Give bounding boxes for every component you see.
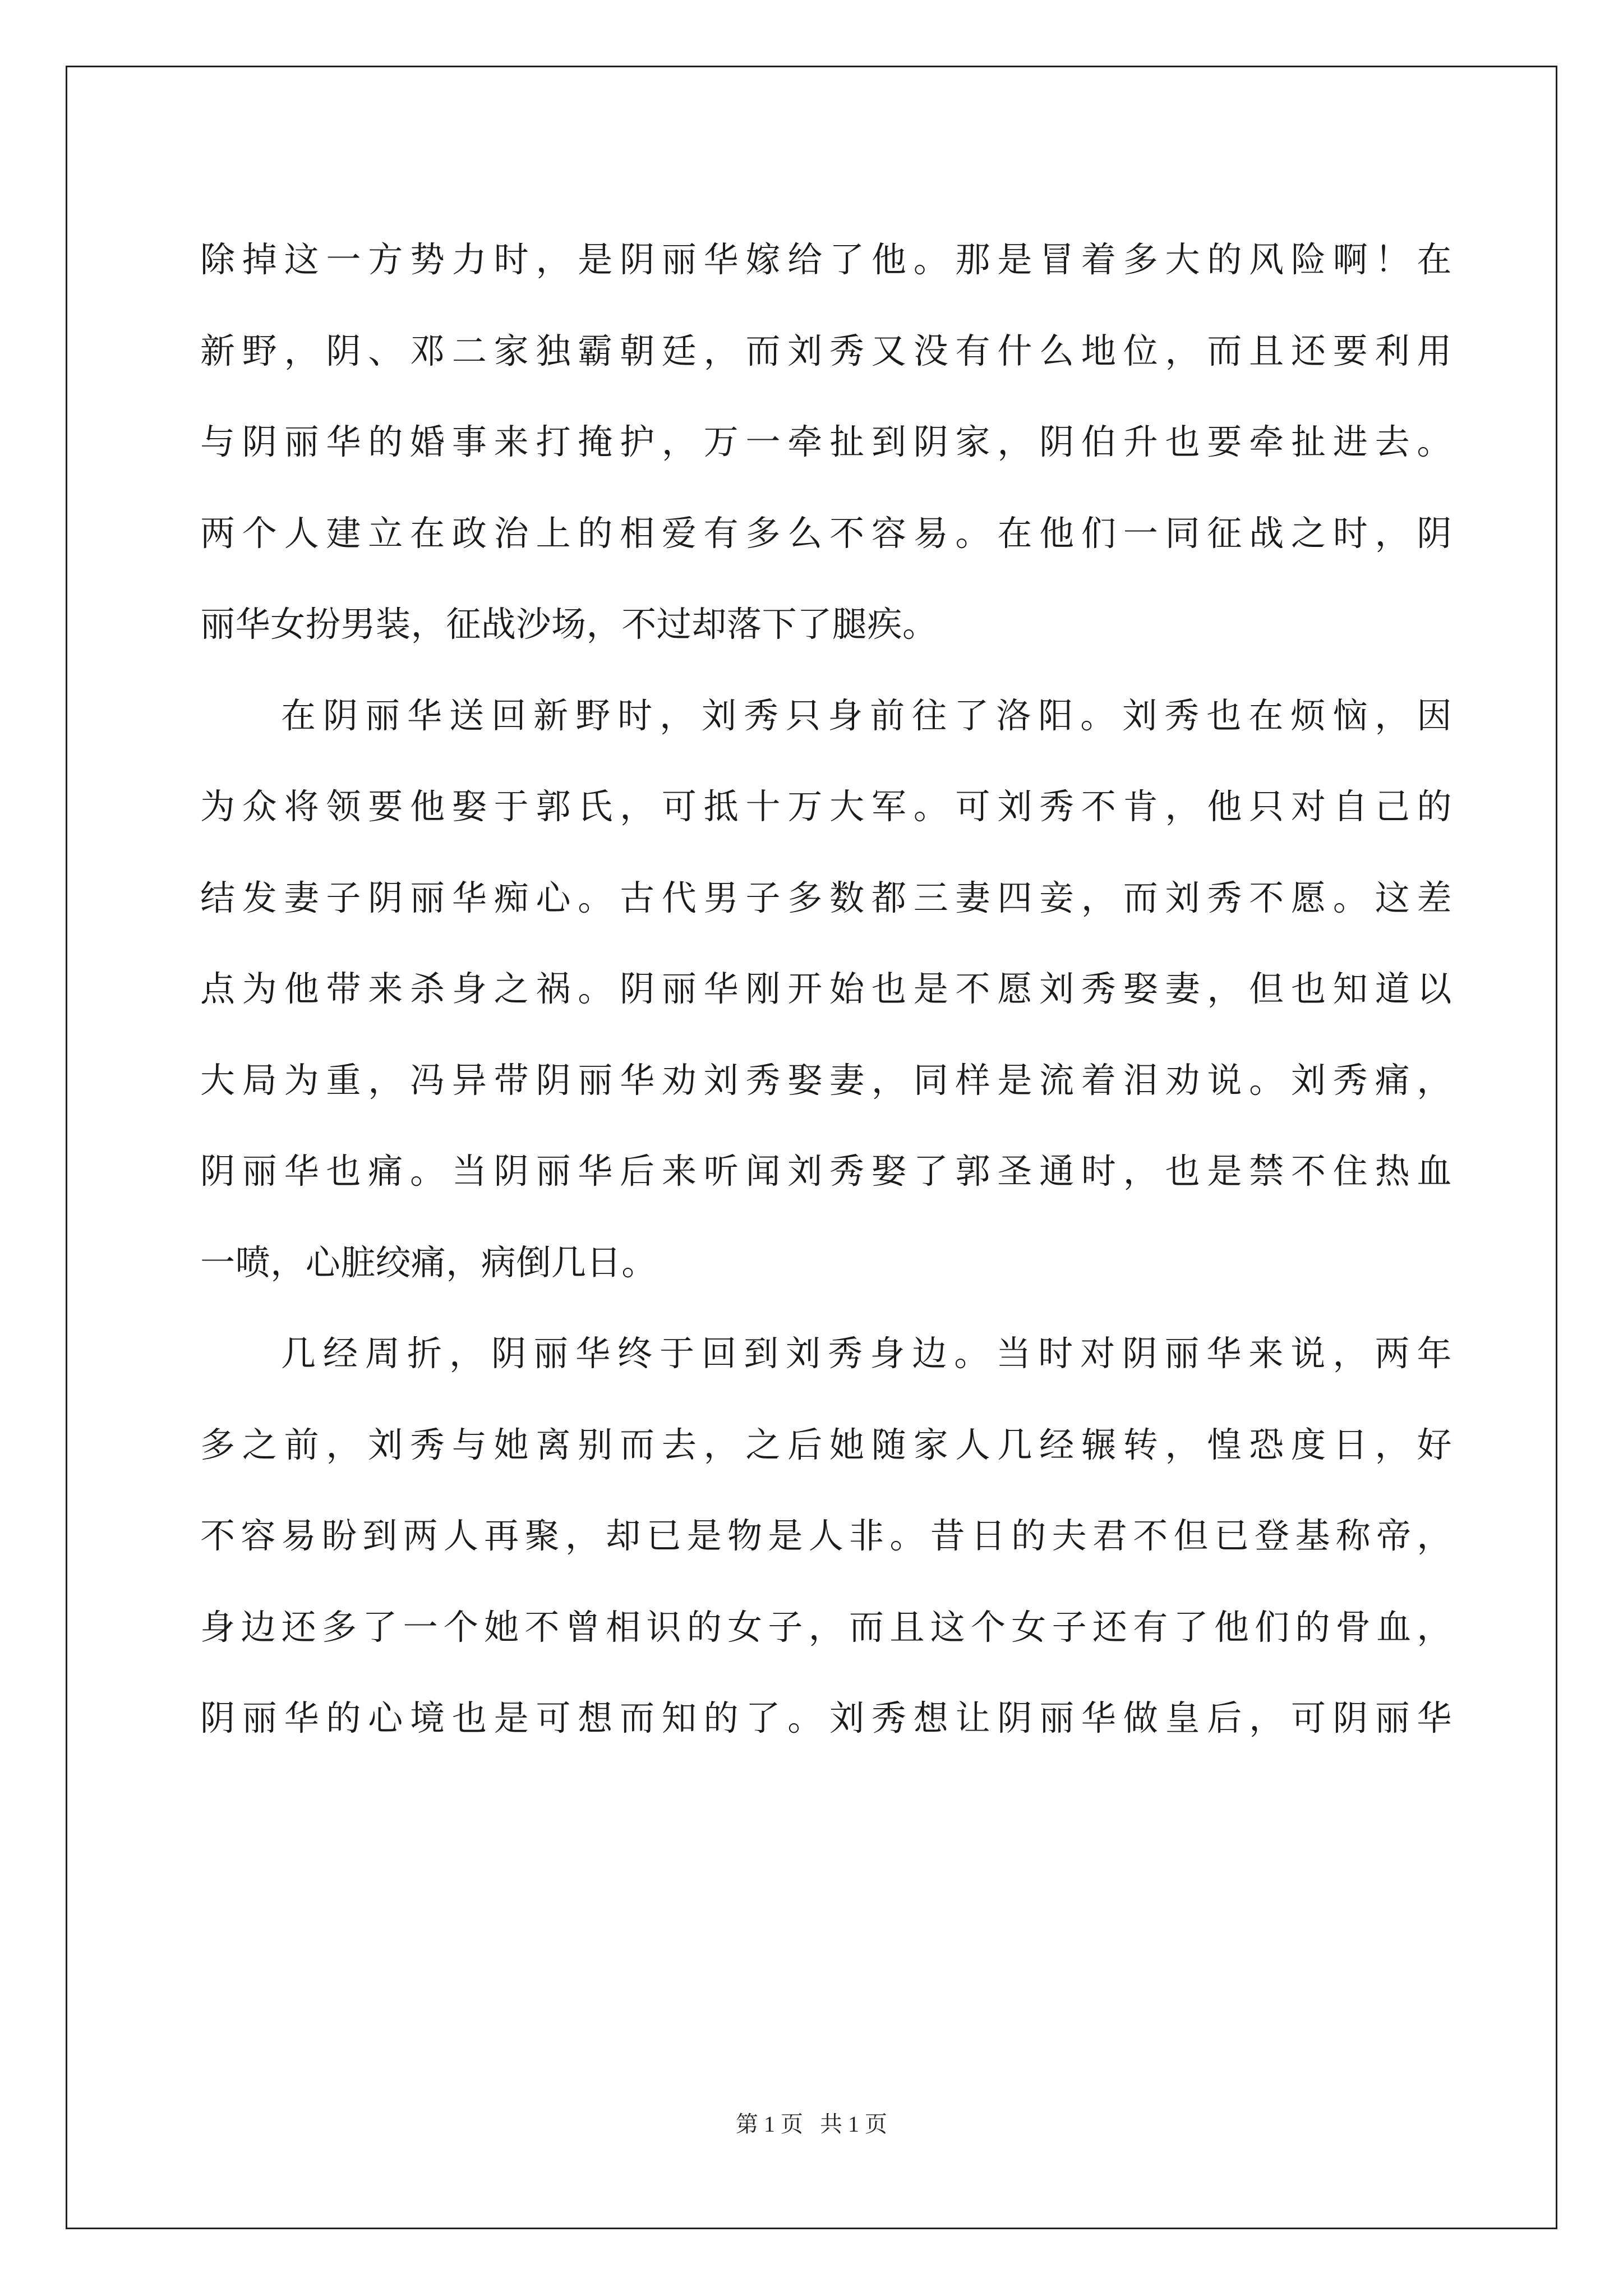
text-line: 丽华女扮男装，征战沙场，不过却落下了腿疾。 xyxy=(200,604,938,645)
text-line: 阴丽华的心境也是可想而知的了。刘秀想让阴丽华做皇后，可阴丽华 xyxy=(200,1697,1452,1738)
document-body xyxy=(200,214,1452,1764)
text-line: 不容易盼到两人再聚，却已是物是人非。昔日的夫君不但已登基称帝， xyxy=(200,1515,1452,1556)
text-line: 几经周折，阴丽华终于回到刘秀身边。当时对阴丽华来说，两年 xyxy=(281,1333,1452,1374)
text-line: 结发妻子阴丽华痴心。古代男子多数都三妻四妾，而刘秀不愿。这差 xyxy=(200,877,1452,918)
text-line: 与阴丽华的婚事来打掩护，万一牵扯到阴家，阴伯升也要牵扯进去。 xyxy=(200,421,1452,462)
text-line: 除掉这一方势力时，是阴丽华嫁给了他。那是冒着多大的风险啊！在 xyxy=(200,239,1452,280)
text-line: 为众将领要他娶于郭氏，可抵十万大军。可刘秀不肯，他只对自己的 xyxy=(200,786,1452,827)
text-line: 新野，阴、邓二家独霸朝廷，而刘秀又没有什么地位，而且还要利用 xyxy=(200,330,1452,371)
text-line: 两个人建立在政治上的相爱有多么不容易。在他们一同征战之时，阴 xyxy=(200,512,1452,554)
text-line: 在阴丽华送回新野时，刘秀只身前往了洛阳。刘秀也在烦恼，因 xyxy=(281,694,1452,736)
text-line: 一喷，心脏绞痛，病倒几日。 xyxy=(200,1241,657,1283)
page-footer xyxy=(0,2111,1623,2138)
text-line: 多之前，刘秀与她离别而去，之后她随家人几经辗转，惶恐度日，好 xyxy=(200,1424,1452,1465)
text-line: 阴丽华也痛。当阴丽华后来听闻刘秀娶了郭圣通时，也是禁不住热血 xyxy=(200,1151,1452,1191)
text-line: 点为他带来杀身之祸。阴丽华刚开始也是不愿刘秀娶妻，但也知道以 xyxy=(200,968,1452,1009)
page-number-label: 第 1 页 共 1 页 xyxy=(736,2111,887,2137)
text-line: 大局为重，冯异带阴丽华劝刘秀娶妻，同样是流着泪劝说。刘秀痛， xyxy=(200,1059,1452,1101)
text-line: 身边还多了一个她不曾相识的女子，而且这个女子还有了他们的骨血， xyxy=(200,1606,1452,1648)
